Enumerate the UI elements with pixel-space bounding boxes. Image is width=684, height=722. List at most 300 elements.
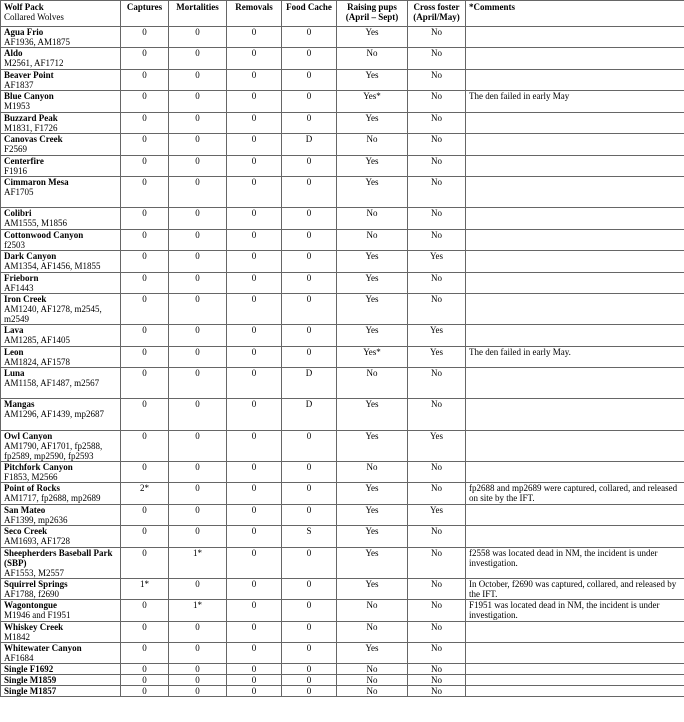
captures-cell: 0: [121, 48, 169, 70]
raising-pups-cell: Yes: [337, 325, 408, 347]
raising-pups-cell: Yes: [337, 399, 408, 431]
removals-cell: 0: [227, 273, 282, 294]
removals-cell: 0: [227, 548, 282, 579]
raising-pups-cell: No: [337, 48, 408, 70]
comments-cell: [466, 622, 684, 643]
removals-cell: 0: [227, 208, 282, 230]
table-header-row: [1, 1, 684, 27]
removals-cell: 0: [227, 483, 282, 505]
pack-name: Beaver Point: [4, 70, 54, 80]
pack-cell: [1, 273, 121, 294]
mortalities-cell: 0: [169, 368, 227, 399]
pack-cell: [1, 177, 121, 208]
mortalities-cell: 0: [169, 251, 227, 273]
cross-foster-cell: No: [408, 273, 466, 294]
pack-name: Mangas: [4, 399, 35, 409]
mortalities-cell: 0: [169, 675, 227, 686]
collared-wolves: AF1684: [4, 653, 34, 663]
pack-name: Colibri: [4, 208, 32, 218]
table-row: [1, 347, 684, 368]
table-row: [1, 526, 684, 548]
removals-cell: 0: [227, 347, 282, 368]
pack-cell: [1, 294, 121, 325]
removals-cell: 0: [227, 686, 282, 697]
table-row: [1, 156, 684, 177]
table-row: [1, 675, 684, 686]
captures-cell: 0: [121, 548, 169, 579]
pack-name: Owl Canyon: [4, 431, 53, 441]
collared-wolves: f2503: [4, 240, 25, 250]
mortalities-cell: 0: [169, 505, 227, 526]
collared-wolves: AM1555, M1856: [4, 218, 68, 228]
raising-pups-cell: Yes: [337, 643, 408, 664]
mortalities-cell: 0: [169, 230, 227, 251]
comments-cell: [466, 230, 684, 251]
raising-pups-cell: Yes: [337, 177, 408, 208]
cross-foster-cell: No: [408, 230, 466, 251]
mortalities-cell: 0: [169, 208, 227, 230]
removals-cell: 0: [227, 664, 282, 675]
cross-foster-cell: No: [408, 294, 466, 325]
captures-cell: 2*: [121, 483, 169, 505]
comments-cell: [466, 399, 684, 431]
captures-cell: 0: [121, 399, 169, 431]
mortalities-cell: 0: [169, 622, 227, 643]
raising-pups-cell: No: [337, 368, 408, 399]
removals-cell: 0: [227, 177, 282, 208]
cross-foster-cell: Yes: [408, 347, 466, 368]
mortalities-cell: 0: [169, 70, 227, 91]
pack-cell: [1, 70, 121, 91]
collared-wolves: AM1824, AF1578: [4, 357, 71, 367]
removals-cell: 0: [227, 675, 282, 686]
mortalities-cell: 0: [169, 462, 227, 483]
collared-wolves: AF1443: [4, 283, 34, 293]
collared-wolves: M1953: [4, 101, 31, 111]
mortalities-cell: 0: [169, 91, 227, 113]
pack-name: Whiskey Creek: [4, 622, 64, 632]
table-row: [1, 27, 684, 48]
food-cache-cell: 0: [282, 325, 337, 347]
cross-foster-cell: No: [408, 622, 466, 643]
cross-foster-cell: No: [408, 134, 466, 156]
captures-cell: 0: [121, 70, 169, 91]
header-captures: Captures: [121, 1, 169, 27]
pack-cell: [1, 686, 121, 697]
captures-cell: 0: [121, 686, 169, 697]
pack-cell: [1, 347, 121, 368]
captures-cell: 0: [121, 113, 169, 134]
food-cache-cell: 0: [282, 27, 337, 48]
pack-name: Cimmaron Mesa: [4, 177, 69, 187]
collared-wolves: M2561, AF1712: [4, 58, 64, 68]
pack-cell: [1, 208, 121, 230]
removals-cell: 0: [227, 431, 282, 462]
comments-cell: [466, 526, 684, 548]
food-cache-cell: 0: [282, 505, 337, 526]
pack-cell: [1, 664, 121, 675]
raising-pups-cell: Yes: [337, 579, 408, 600]
table-row: [1, 113, 684, 134]
header-removals: Removals: [227, 1, 282, 27]
comments-cell: [466, 113, 684, 134]
cross-foster-cell: No: [408, 686, 466, 697]
pack-cell: [1, 368, 121, 399]
comments-cell: [466, 273, 684, 294]
pack-name: Cottonwood Canyon: [4, 230, 84, 240]
pack-cell: [1, 600, 121, 622]
removals-cell: 0: [227, 505, 282, 526]
cross-foster-cell: Yes: [408, 251, 466, 273]
comments-cell: [466, 643, 684, 664]
cross-foster-cell: No: [408, 526, 466, 548]
pack-cell: [1, 156, 121, 177]
comments-cell: [466, 462, 684, 483]
collared-wolves: AF1788, f2690: [4, 589, 60, 599]
cross-foster-cell: No: [408, 113, 466, 134]
comments-cell: [466, 134, 684, 156]
cross-foster-cell: Yes: [408, 431, 466, 462]
captures-cell: 0: [121, 294, 169, 325]
food-cache-cell: 0: [282, 91, 337, 113]
removals-cell: 0: [227, 113, 282, 134]
mortalities-cell: 0: [169, 526, 227, 548]
raising-pups-cell: Yes*: [337, 347, 408, 368]
food-cache-cell: 0: [282, 251, 337, 273]
table-row: [1, 48, 684, 70]
pack-cell: [1, 675, 121, 686]
comments-cell: fp2688 and mp2689 were captured, collared, and released on site by the IFT.: [466, 483, 684, 505]
captures-cell: 0: [121, 325, 169, 347]
cross-foster-cell: No: [408, 664, 466, 675]
removals-cell: 0: [227, 399, 282, 431]
cross-foster-cell: No: [408, 643, 466, 664]
captures-cell: 0: [121, 462, 169, 483]
pack-cell: [1, 27, 121, 48]
pack-name: Sheepherders Baseball Park (SBP): [4, 548, 113, 568]
collared-wolves: AF1936, AM1875: [4, 37, 71, 47]
comments-cell: [466, 675, 684, 686]
pack-name: Single M1857: [4, 686, 57, 696]
pack-cell: [1, 462, 121, 483]
pack-cell: [1, 134, 121, 156]
removals-cell: 0: [227, 91, 282, 113]
table-row: [1, 251, 684, 273]
pack-name: Luna: [4, 368, 25, 378]
cross-foster-cell: No: [408, 399, 466, 431]
pack-cell: [1, 526, 121, 548]
removals-cell: 0: [227, 230, 282, 251]
collared-wolves: AM1717, fp2688, mp2689: [4, 493, 101, 503]
captures-cell: 0: [121, 230, 169, 251]
table-row: [1, 462, 684, 483]
cross-foster-cell: No: [408, 156, 466, 177]
raising-pups-cell: Yes: [337, 70, 408, 91]
header-cross-foster: Cross foster (April/May): [408, 1, 466, 27]
pack-name: Seco Creek: [4, 526, 48, 536]
removals-cell: 0: [227, 462, 282, 483]
pack-name: Single M1859: [4, 675, 57, 685]
food-cache-cell: 0: [282, 579, 337, 600]
table-row: [1, 368, 684, 399]
removals-cell: 0: [227, 325, 282, 347]
cross-foster-cell: No: [408, 368, 466, 399]
comments-cell: [466, 505, 684, 526]
cross-foster-cell: No: [408, 91, 466, 113]
comments-cell: [466, 177, 684, 208]
food-cache-cell: 0: [282, 347, 337, 368]
collared-wolves: AF1399, mp2636: [4, 515, 68, 525]
removals-cell: 0: [227, 134, 282, 156]
header-wolf-pack: Wolf Pack Collared Wolves: [1, 1, 121, 27]
table-row: [1, 208, 684, 230]
removals-cell: 0: [227, 294, 282, 325]
food-cache-cell: 0: [282, 622, 337, 643]
raising-pups-cell: Yes: [337, 483, 408, 505]
removals-cell: 0: [227, 579, 282, 600]
mortalities-cell: 0: [169, 156, 227, 177]
pack-name: Squirrel Springs: [4, 579, 68, 589]
removals-cell: 0: [227, 622, 282, 643]
mortalities-cell: 0: [169, 579, 227, 600]
mortalities-cell: 0: [169, 643, 227, 664]
cross-foster-cell: Yes: [408, 325, 466, 347]
raising-pups-cell: No: [337, 134, 408, 156]
pack-name: Lava: [4, 325, 24, 335]
mortalities-cell: 0: [169, 325, 227, 347]
table-row: [1, 686, 684, 697]
table-row: [1, 70, 684, 91]
cross-foster-cell: No: [408, 48, 466, 70]
collared-wolves: F1853, M2566: [4, 472, 58, 482]
table-row: [1, 134, 684, 156]
pack-cell: [1, 48, 121, 70]
pack-name: Leon: [4, 347, 24, 357]
table-row: [1, 579, 684, 600]
raising-pups-cell: Yes*: [337, 91, 408, 113]
cross-foster-cell: Yes: [408, 505, 466, 526]
header-mortalities: Mortalities: [169, 1, 227, 27]
header-food-cache: Food Cache: [282, 1, 337, 27]
table-row: [1, 273, 684, 294]
cross-foster-cell: No: [408, 462, 466, 483]
mortalities-cell: 0: [169, 483, 227, 505]
header-comments: *Comments: [466, 1, 684, 27]
comments-cell: [466, 208, 684, 230]
table-row: [1, 91, 684, 113]
captures-cell: 1*: [121, 579, 169, 600]
table-row: [1, 643, 684, 664]
pack-cell: [1, 505, 121, 526]
collared-wolves: AM1354, AF1456, M1855: [4, 261, 101, 271]
captures-cell: 0: [121, 431, 169, 462]
captures-cell: 0: [121, 273, 169, 294]
pack-name: San Mateo: [4, 505, 46, 515]
removals-cell: 0: [227, 600, 282, 622]
comments-cell: In October, f2690 was captured, collared, and released by the IFT.: [466, 579, 684, 600]
captures-cell: 0: [121, 177, 169, 208]
food-cache-cell: 0: [282, 643, 337, 664]
food-cache-cell: 0: [282, 113, 337, 134]
captures-cell: 0: [121, 526, 169, 548]
raising-pups-cell: Yes: [337, 27, 408, 48]
collared-wolves: AM1285, AF1405: [4, 335, 71, 345]
table-row: [1, 431, 684, 462]
captures-cell: 0: [121, 134, 169, 156]
collared-wolves: F2569: [4, 144, 28, 154]
comments-cell: f2558 was located dead in NM, the incident is under investigation.: [466, 548, 684, 579]
table-row: [1, 600, 684, 622]
pack-name: Centerfire: [4, 156, 44, 166]
raising-pups-cell: Yes: [337, 156, 408, 177]
pack-cell: [1, 91, 121, 113]
food-cache-cell: 0: [282, 208, 337, 230]
captures-cell: 0: [121, 347, 169, 368]
captures-cell: 0: [121, 251, 169, 273]
food-cache-cell: 0: [282, 664, 337, 675]
food-cache-cell: 0: [282, 483, 337, 505]
pack-name: Single F1692: [4, 664, 54, 674]
mortalities-cell: 0: [169, 273, 227, 294]
food-cache-cell: 0: [282, 156, 337, 177]
pack-name: Dark Canyon: [4, 251, 57, 261]
table-row: [1, 483, 684, 505]
removals-cell: 0: [227, 48, 282, 70]
removals-cell: 0: [227, 27, 282, 48]
food-cache-cell: 0: [282, 600, 337, 622]
collared-wolves: AM1158, AF1487, m2567: [4, 378, 100, 388]
collared-wolves: AM1240, AF1278, m2545, m2549: [4, 304, 102, 324]
pack-name: Frieborn: [4, 273, 39, 283]
mortalities-cell: 0: [169, 113, 227, 134]
captures-cell: 0: [121, 368, 169, 399]
pack-cell: [1, 431, 121, 462]
comments-cell: [466, 156, 684, 177]
captures-cell: 0: [121, 27, 169, 48]
food-cache-cell: S: [282, 526, 337, 548]
captures-cell: 0: [121, 91, 169, 113]
header-raising-pups: Raising pups (April – Sept): [337, 1, 408, 27]
comments-cell: [466, 48, 684, 70]
cross-foster-cell: No: [408, 548, 466, 579]
table-row: [1, 399, 684, 431]
comments-cell: [466, 27, 684, 48]
mortalities-cell: 0: [169, 134, 227, 156]
comments-cell: [466, 251, 684, 273]
raising-pups-cell: No: [337, 230, 408, 251]
food-cache-cell: 0: [282, 70, 337, 91]
comments-cell: [466, 664, 684, 675]
food-cache-cell: 0: [282, 462, 337, 483]
collared-wolves: M1831, F1726: [4, 123, 58, 133]
pack-name: Pitchfork Canyon: [4, 462, 73, 472]
pack-cell: [1, 230, 121, 251]
food-cache-cell: 0: [282, 230, 337, 251]
pack-cell: [1, 325, 121, 347]
pack-name: Blue Canyon: [4, 91, 54, 101]
food-cache-cell: 0: [282, 431, 337, 462]
captures-cell: 0: [121, 505, 169, 526]
comments-cell: F1951 was located dead in NM, the incident is under investigation.: [466, 600, 684, 622]
raising-pups-cell: Yes: [337, 526, 408, 548]
pack-name: Whitewater Canyon: [4, 643, 82, 653]
table-row: [1, 177, 684, 208]
food-cache-cell: 0: [282, 548, 337, 579]
removals-cell: 0: [227, 70, 282, 91]
captures-cell: 0: [121, 643, 169, 664]
raising-pups-cell: Yes: [337, 273, 408, 294]
table-row: [1, 294, 684, 325]
pack-name: Canovas Creek: [4, 134, 63, 144]
food-cache-cell: 0: [282, 686, 337, 697]
comments-cell: [466, 294, 684, 325]
mortalities-cell: 0: [169, 48, 227, 70]
pack-cell: [1, 483, 121, 505]
raising-pups-cell: No: [337, 675, 408, 686]
removals-cell: 0: [227, 643, 282, 664]
collared-wolves: AF1705: [4, 187, 34, 197]
table-row: [1, 622, 684, 643]
food-cache-cell: 0: [282, 675, 337, 686]
mortalities-cell: 1*: [169, 548, 227, 579]
raising-pups-cell: Yes: [337, 113, 408, 134]
comments-cell: [466, 70, 684, 91]
comments-cell: [466, 431, 684, 462]
mortalities-cell: 0: [169, 347, 227, 368]
cross-foster-cell: No: [408, 70, 466, 91]
comments-cell: [466, 325, 684, 347]
pack-cell: [1, 113, 121, 134]
mortalities-cell: 0: [169, 177, 227, 208]
collared-wolves: AM1790, AF1701, fp2588, fp2589, mp2590, fp2593: [4, 441, 103, 461]
captures-cell: 0: [121, 156, 169, 177]
captures-cell: 0: [121, 675, 169, 686]
pack-name: Agua Frio: [4, 27, 44, 37]
raising-pups-cell: No: [337, 600, 408, 622]
comments-cell: [466, 686, 684, 697]
food-cache-cell: 0: [282, 48, 337, 70]
pack-cell: [1, 399, 121, 431]
cross-foster-cell: No: [408, 579, 466, 600]
captures-cell: 0: [121, 622, 169, 643]
table-row: [1, 230, 684, 251]
mortalities-cell: 0: [169, 399, 227, 431]
collared-wolves: AM1296, AF1439, mp2687: [4, 409, 105, 419]
comments-cell: The den failed in early May.: [466, 347, 684, 368]
mortalities-cell: 0: [169, 27, 227, 48]
pack-name: Point of Rocks: [4, 483, 60, 493]
captures-cell: 0: [121, 208, 169, 230]
collared-wolves: M1946 and F1951: [4, 610, 71, 620]
collared-wolves: AF1837: [4, 80, 34, 90]
captures-cell: 0: [121, 664, 169, 675]
cross-foster-cell: No: [408, 600, 466, 622]
removals-cell: 0: [227, 156, 282, 177]
pack-cell: [1, 579, 121, 600]
food-cache-cell: D: [282, 134, 337, 156]
food-cache-cell: D: [282, 368, 337, 399]
raising-pups-cell: Yes: [337, 431, 408, 462]
removals-cell: 0: [227, 251, 282, 273]
collared-wolves: AF1553, M2557: [4, 568, 65, 578]
collared-wolves: M1842: [4, 632, 31, 642]
removals-cell: 0: [227, 526, 282, 548]
removals-cell: 0: [227, 368, 282, 399]
food-cache-cell: 0: [282, 177, 337, 208]
cross-foster-cell: No: [408, 483, 466, 505]
raising-pups-cell: No: [337, 622, 408, 643]
raising-pups-cell: Yes: [337, 251, 408, 273]
